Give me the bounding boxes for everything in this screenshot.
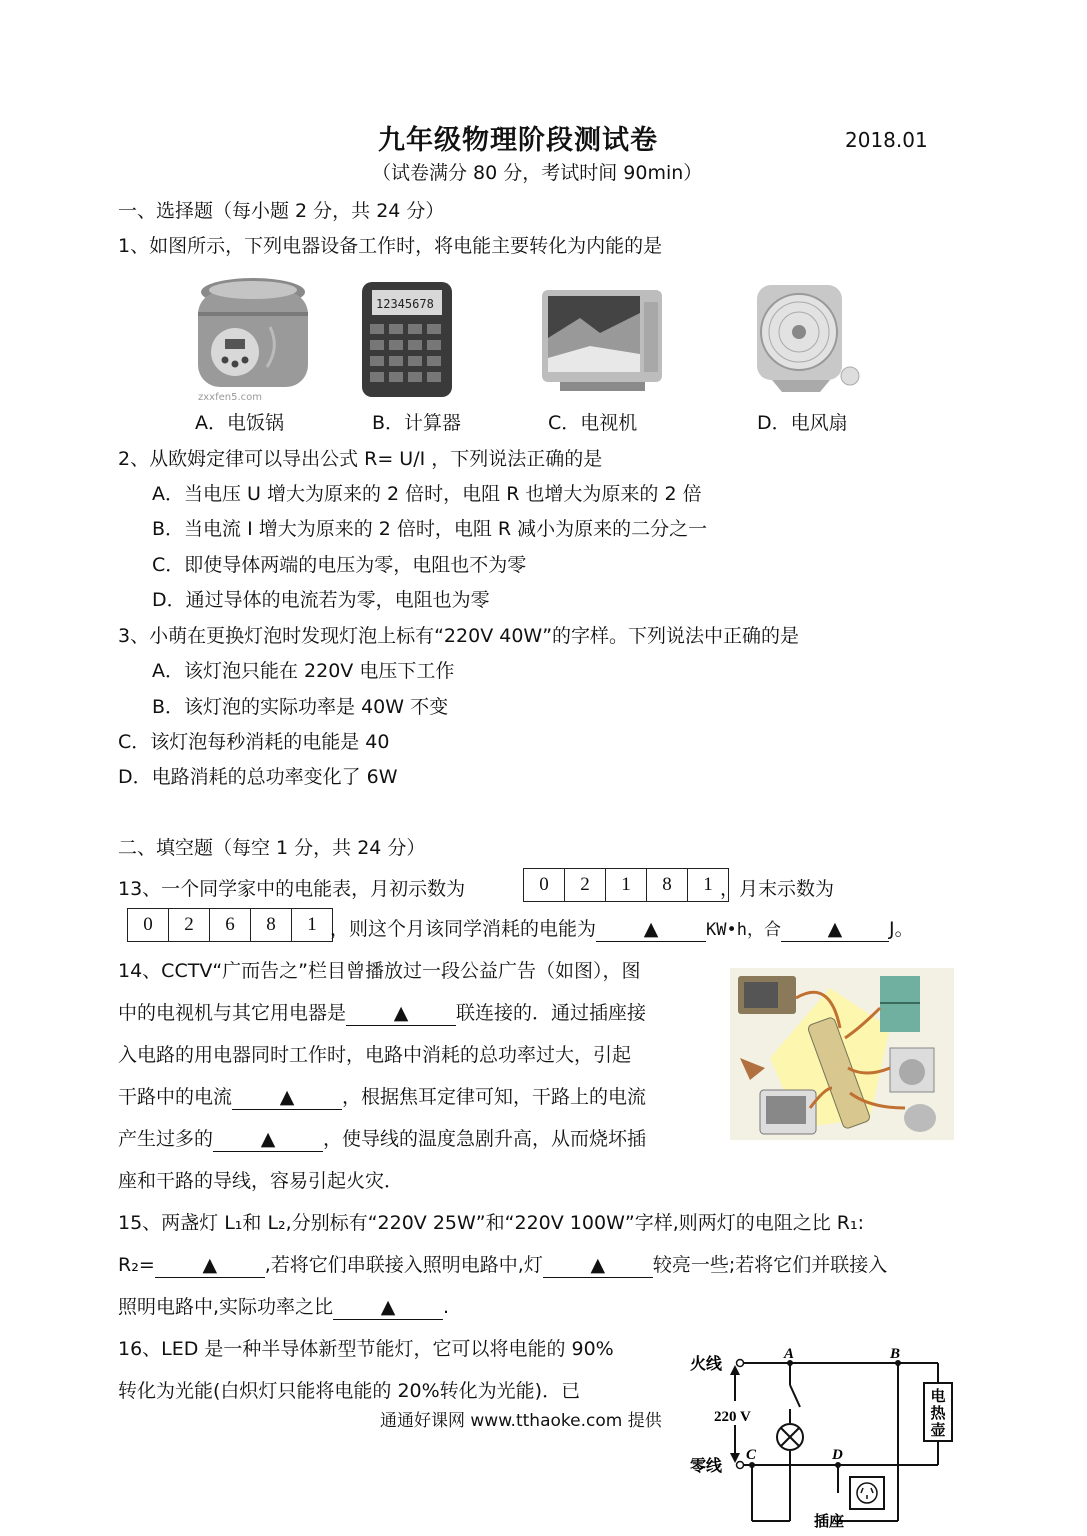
q15-line2b: ,若将它们串联接入照明电路中,灯 bbox=[264, 1254, 543, 1276]
socket-label: 插座 bbox=[814, 1514, 845, 1530]
heater-label-char: 热 bbox=[930, 1406, 946, 1422]
overload-socket-illustration bbox=[730, 968, 954, 1140]
answer-blank[interactable]: ▲ bbox=[596, 917, 706, 942]
q14-line4 bbox=[118, 1076, 646, 1118]
calculator-image bbox=[360, 280, 455, 400]
q3-option-b: B．该灯泡的实际功率是 40W 不变 bbox=[152, 696, 449, 718]
rice-cooker-image bbox=[190, 272, 320, 402]
q2-option-a: A．当电压 U 增大为原来的 2 倍时，电阻 R 也增大为原来的 2 倍 bbox=[152, 483, 702, 505]
q15-line2 bbox=[118, 1244, 887, 1286]
answer-blank[interactable]: ▲ bbox=[543, 1253, 653, 1278]
q2-option-d: D．通过导体的电流若为零，电阻也为零 bbox=[152, 589, 490, 611]
page-title: 九年级物理阶段测试卷 bbox=[378, 125, 658, 156]
live-wire-label: 火线 bbox=[690, 1356, 723, 1373]
television-image bbox=[540, 288, 665, 393]
q13-part3: ，则这个月该同学消耗的电能为 bbox=[330, 918, 597, 940]
q15-line2a: R₂= bbox=[118, 1254, 155, 1276]
meter-digit: 8 bbox=[647, 869, 688, 901]
q1-stem: 1、如图所示，下列电器设备工作时，将电能主要转化为内能的是 bbox=[118, 235, 663, 257]
q14-line5 bbox=[118, 1118, 646, 1160]
q1-option-b: B．计算器 bbox=[372, 412, 462, 434]
answer-blank[interactable]: ▲ bbox=[213, 1127, 323, 1152]
section2-heading: 二、填空题（每空 1 分，共 24 分） bbox=[118, 837, 426, 859]
answer-blank[interactable]: ▲ bbox=[155, 1253, 265, 1278]
meter-digit: 2 bbox=[565, 869, 606, 901]
q15-line1: 15、两盏灯 L₁和 L₂,分别标有“220V 25W”和“220V 100W”字样,则两灯的电阻之比 R₁: bbox=[118, 1212, 864, 1234]
q2-option-b: B．当电流 I 增大为原来的 2 倍时，电阻 R 减小为原来的二分之一 bbox=[152, 518, 708, 540]
q16-line2: 转化为光能(白炽灯只能将电能的 20%转化为光能)．已 bbox=[118, 1380, 581, 1402]
meter-digit: 6 bbox=[210, 909, 251, 941]
q15-line2c: 较亮一些;若将它们并联接入 bbox=[652, 1254, 888, 1276]
q13-unit2: J。 bbox=[888, 918, 914, 940]
q14-line1: 14、CCTV“广而告之”栏目曾播放过一段公益广告（如图），图 bbox=[118, 960, 641, 982]
meter-digit: 0 bbox=[524, 869, 565, 901]
q1-option-c: C．电视机 bbox=[548, 412, 638, 434]
q1-option-d: D．电风扇 bbox=[757, 412, 848, 434]
q2-stem: 2、从欧姆定律可以导出公式 R= U/I ，下列说法正确的是 bbox=[118, 448, 603, 470]
q16-line1: 16、LED 是一种半导体新型节能灯，它可以将电能的 90% bbox=[118, 1338, 614, 1360]
answer-blank[interactable]: ▲ bbox=[781, 917, 889, 942]
voltage-label: 220 V bbox=[714, 1409, 751, 1425]
circuit-diagram bbox=[690, 1345, 980, 1530]
q3-option-a: A．该灯泡只能在 220V 电压下工作 bbox=[152, 660, 455, 682]
meter-digit: 2 bbox=[169, 909, 210, 941]
q1-option-a: A．电饭锅 bbox=[195, 412, 284, 434]
neutral-wire-label: 零线 bbox=[690, 1458, 723, 1475]
q14-line2 bbox=[118, 992, 646, 1034]
heater-label-char: 电 bbox=[930, 1389, 946, 1405]
answer-blank[interactable]: ▲ bbox=[232, 1085, 342, 1110]
node-b-label: B bbox=[890, 1346, 901, 1362]
q15-line3 bbox=[118, 1286, 449, 1328]
answer-blank[interactable]: ▲ bbox=[333, 1295, 443, 1320]
meter-digit: 0 bbox=[128, 909, 169, 941]
q14-line2b: 联连接的．通过插座接 bbox=[456, 1002, 647, 1024]
q3-option-c: C．该灯泡每秒消耗的电能是 40 bbox=[118, 731, 390, 753]
exam-date: 2018.01 bbox=[845, 128, 928, 152]
q13-unit1: KW•h，合 bbox=[706, 920, 781, 940]
heater-label-char: 壶 bbox=[930, 1423, 946, 1439]
meter-digit: 1 bbox=[606, 869, 647, 901]
heater-text-vertical bbox=[930, 1387, 946, 1439]
q13-part1: 13、一个同学家中的电能表，月初示数为 bbox=[118, 878, 466, 900]
electric-fan-image bbox=[752, 282, 864, 397]
meter-digit: 1 bbox=[703, 874, 713, 895]
answer-blank[interactable]: ▲ bbox=[346, 1001, 456, 1026]
footer-credit: 通通好课网 www.tthaoke.com 提供 bbox=[380, 1411, 662, 1431]
q13-part2: ，月末示数为 bbox=[720, 878, 835, 900]
node-d-label: D bbox=[832, 1447, 843, 1463]
meter-end bbox=[127, 908, 333, 942]
q15-line3b: . bbox=[443, 1296, 450, 1318]
node-c-label: C bbox=[746, 1447, 757, 1463]
q14-line5b: ，使导线的温度急剧升高，从而烧坏插 bbox=[323, 1128, 647, 1150]
q14-line5a: 产生过多的 bbox=[118, 1128, 214, 1150]
meter-digit: 8 bbox=[251, 909, 292, 941]
q14-line2a: 中的电视机与其它用电器是 bbox=[118, 1002, 347, 1024]
q3-stem: 3、小萌在更换灯泡时发现灯泡上标有“220V 40W”的字样。下列说法中正确的是 bbox=[118, 625, 800, 647]
q13-line2 bbox=[330, 916, 914, 943]
meter-start bbox=[523, 868, 729, 902]
node-a-label: A bbox=[784, 1346, 795, 1362]
page-subtitle: （试卷满分 80 分，考试时间 90min） bbox=[372, 162, 703, 184]
q15-line3a: 照明电路中,实际功率之比 bbox=[118, 1296, 334, 1318]
q14-line4a: 干路中的电流 bbox=[118, 1086, 233, 1108]
q14-line4b: ，根据焦耳定律可知，干路上的电流 bbox=[342, 1086, 647, 1108]
q3-option-d: D．电路消耗的总功率变化了 6W bbox=[118, 766, 398, 788]
q14-line6: 座和干路的导线，容易引起火灾． bbox=[118, 1170, 404, 1192]
calc-display-text: 12345678 bbox=[376, 297, 434, 311]
q14-line3: 入电路的用电器同时工作时，电路中消耗的总功率过大，引起 bbox=[118, 1044, 632, 1066]
q2-option-c: C．即使导体两端的电压为零，电阻也不为零 bbox=[152, 554, 527, 576]
section1-heading: 一、选择题（每小题 2 分，共 24 分） bbox=[118, 200, 445, 222]
meter-digit: 1 bbox=[307, 914, 317, 935]
watermark-text: zxxfen5.com bbox=[198, 392, 262, 402]
